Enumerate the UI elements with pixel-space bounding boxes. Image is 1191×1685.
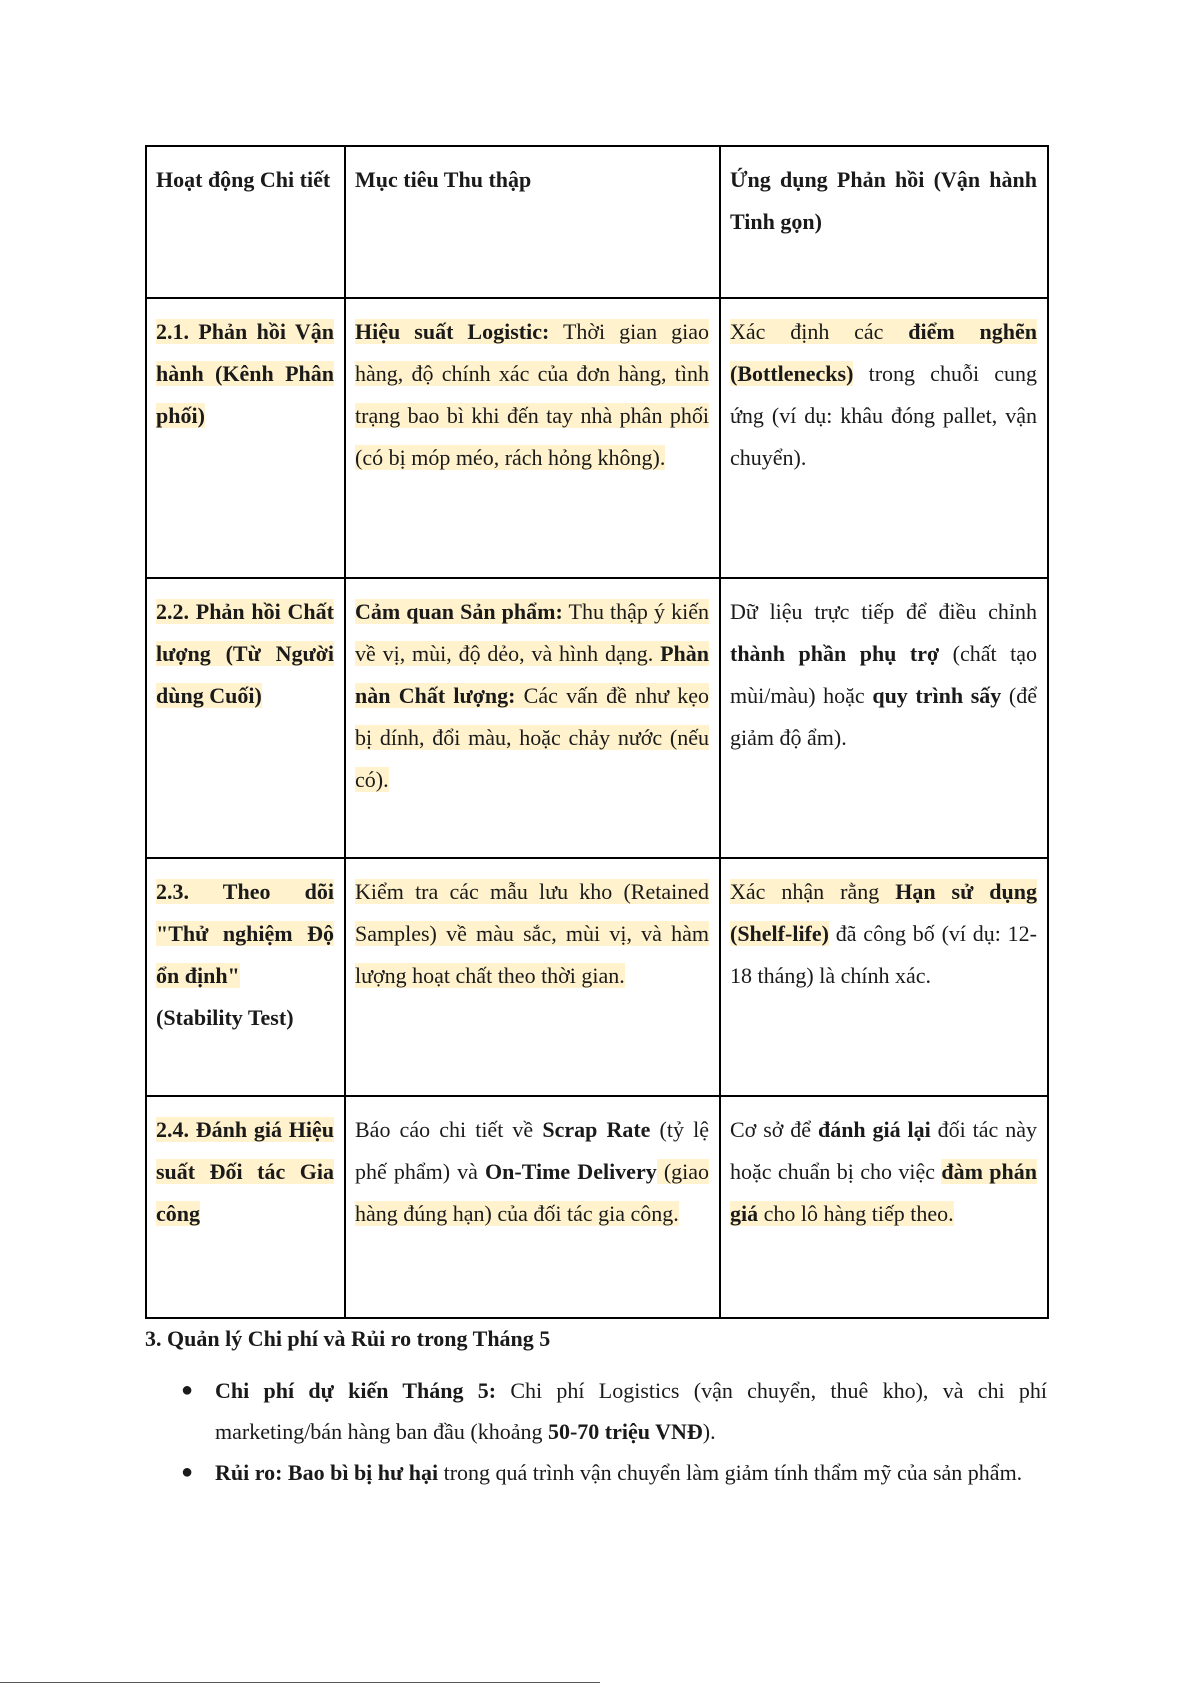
header-cell-application: Ứng dụng Phản hồi (Vận hành Tinh gọn)	[720, 146, 1048, 298]
list-item: ● Rủi ro: Bao bì bị hư hại trong quá trình vận chuyển làm giảm tính thẩm mỹ của sản phẩm.	[145, 1452, 1047, 1493]
row-activity-cell: 2.1. Phản hồi Vận hành (Kênh Phân phối)	[146, 298, 345, 578]
feedback-table	[145, 145, 1049, 1319]
row-goal-cell: Hiệu suất Logistic: Thời gian giao hàng, độ chính xác của đơn hàng, tình trạng bao bì khi đến tay nhà phân phối (có bị móp méo, rách hỏng không).	[345, 298, 720, 578]
table-row	[146, 578, 1048, 858]
table-row	[146, 858, 1048, 1096]
row-goal-cell: Báo cáo chi tiết về Scrap Rate (tỷ lệ phế phẩm) và On-Time Delivery (giao hàng đúng hạn) của đối tác gia công.	[345, 1096, 720, 1318]
row-goal-cell: Cảm quan Sản phẩm: Thu thập ý kiến về vị, mùi, độ dẻo, và hình dạng. Phàn nàn Chất lượng: Các vấn đề như kẹo bị dính, đổi màu, hoặc chảy nước (nếu có).	[345, 578, 720, 858]
row-application-cell: Dữ liệu trực tiếp để điều chỉnh thành phần phụ trợ (chất tạo mùi/màu) hoặc quy trình sấy (để giảm độ ẩm).	[720, 578, 1048, 858]
row-activity-cell: 2.2. Phản hồi Chất lượng (Từ Người dùng Cuối)	[146, 578, 345, 858]
table-row	[146, 1096, 1048, 1318]
bullet-icon: ●	[181, 1461, 194, 1483]
row-application-cell: Xác nhận rằng Hạn sử dụng (Shelf-life) đã công bố (ví dụ: 12-18 tháng) là chính xác.	[720, 858, 1048, 1096]
row-application-cell: Xác định các điểm nghẽn (Bottlenecks) trong chuỗi cung ứng (ví dụ: khâu đóng pallet, vận chuyển).	[720, 298, 1048, 578]
page-divider	[0, 1682, 600, 1683]
bullet-list	[145, 1370, 1047, 1493]
row-application-cell: Cơ sở để đánh giá lại đối tác này hoặc chuẩn bị cho việc đàm phán giá cho lô hàng tiếp theo.	[720, 1096, 1048, 1318]
table-row	[146, 298, 1048, 578]
table-header-row	[146, 146, 1048, 298]
row-activity-cell: 2.3. Theo dõi "Thử nghiệm Độ ổn định" (Stability Test)	[146, 858, 345, 1096]
list-item: ● Chi phí dự kiến Tháng 5: Chi phí Logistics (vận chuyển, thuê kho), và chi phí marketing/bán hàng ban đầu (khoảng 50-70 triệu VNĐ).	[145, 1370, 1047, 1452]
header-cell-activity: Hoạt động Chi tiết	[146, 146, 345, 298]
bullet-icon: ●	[181, 1379, 194, 1401]
section-heading: 3. Quản lý Chi phí và Rủi ro trong Tháng 5	[145, 1326, 551, 1351]
row-activity-cell: 2.4. Đánh giá Hiệu suất Đối tác Gia công	[146, 1096, 345, 1318]
header-cell-goal: Mục tiêu Thu thập	[345, 146, 720, 298]
row-goal-cell: Kiểm tra các mẫu lưu kho (Retained Samples) về màu sắc, mùi vị, và hàm lượng hoạt chất theo thời gian.	[345, 858, 720, 1096]
